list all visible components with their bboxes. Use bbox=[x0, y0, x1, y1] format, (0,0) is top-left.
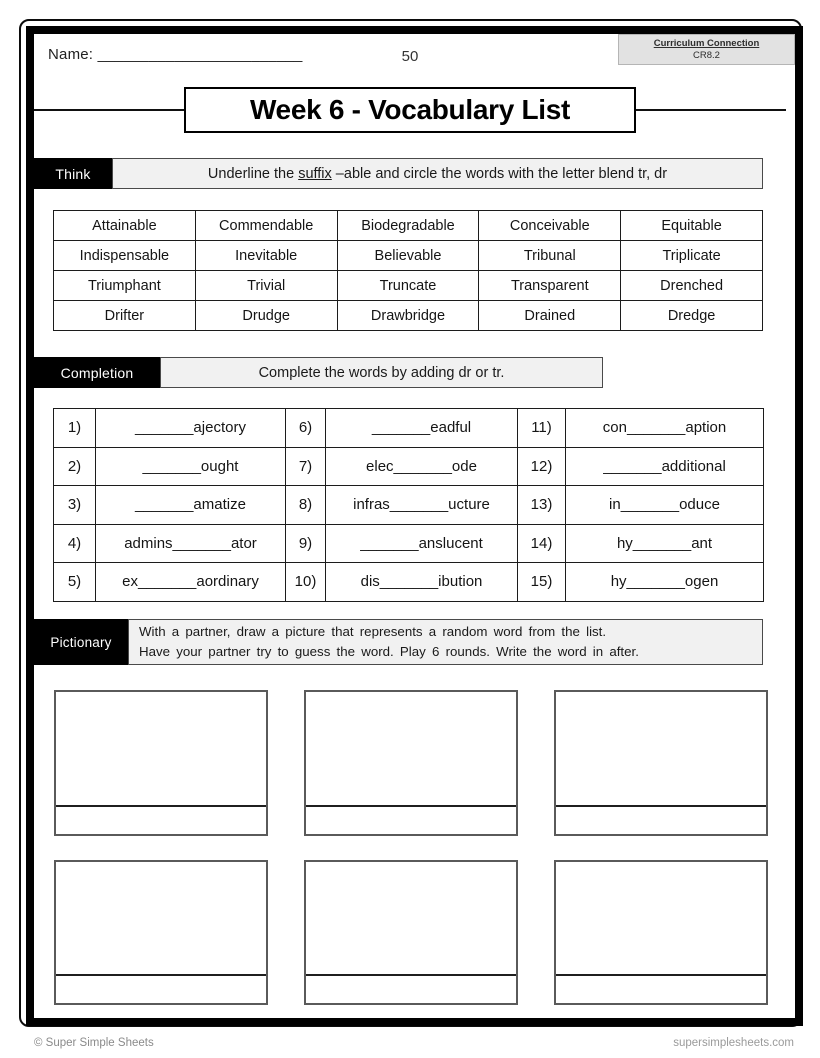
vocab-word: Indispensable bbox=[54, 241, 196, 271]
drawing-box bbox=[554, 860, 768, 1005]
footer-website: supersimplesheets.com bbox=[673, 1037, 794, 1049]
completion-item-number: 13) bbox=[518, 486, 566, 525]
name-blank-line: ________________________ bbox=[97, 46, 303, 63]
completion-item-word: admins_______ator bbox=[96, 524, 286, 563]
completion-item-word: infras_______ucture bbox=[326, 486, 518, 525]
vocab-row bbox=[54, 271, 763, 301]
drawing-box bbox=[54, 690, 268, 836]
footer-copyright: © Super Simple Sheets bbox=[34, 1037, 154, 1049]
word-answer-strip bbox=[56, 805, 266, 834]
drawing-box bbox=[54, 860, 268, 1005]
vocab-word: Believable bbox=[337, 241, 479, 271]
completion-item-number: 1) bbox=[54, 409, 96, 448]
score-value: 50 bbox=[401, 48, 419, 65]
think-instruction bbox=[112, 158, 763, 189]
completion-item-word: _______additional bbox=[566, 447, 764, 486]
curriculum-title: Curriculum Connection bbox=[653, 38, 760, 49]
vocab-row bbox=[54, 301, 763, 331]
vocab-word: Transparent bbox=[479, 271, 621, 301]
curriculum-code: CR8.2 bbox=[693, 50, 720, 61]
vocab-word: Drained bbox=[479, 301, 621, 331]
vocab-word: Conceivable bbox=[479, 211, 621, 241]
completion-item-number: 14) bbox=[518, 524, 566, 563]
vocab-word: Drifter bbox=[54, 301, 196, 331]
vocab-word: Triplicate bbox=[621, 241, 763, 271]
completion-item-word: _______ajectory bbox=[96, 409, 286, 448]
drawing-box bbox=[304, 690, 518, 836]
completion-item-number: 8) bbox=[286, 486, 326, 525]
drawing-box bbox=[304, 860, 518, 1005]
page-title: Week 6 - Vocabulary List bbox=[249, 94, 571, 125]
completion-item-number: 11) bbox=[518, 409, 566, 448]
vocab-word: Inevitable bbox=[195, 241, 337, 271]
vocab-word: Commendable bbox=[195, 211, 337, 241]
vocab-word: Equitable bbox=[621, 211, 763, 241]
completion-row bbox=[54, 447, 764, 486]
completion-section-label: Completion bbox=[34, 357, 160, 388]
completion-item-number: 4) bbox=[54, 524, 96, 563]
completion-item-number: 2) bbox=[54, 447, 96, 486]
drawing-box bbox=[554, 690, 768, 836]
completion-item-word: con_______aption bbox=[566, 409, 764, 448]
vocab-word: Dredge bbox=[621, 301, 763, 331]
drawing-box-row-2 bbox=[54, 860, 768, 1005]
vocab-word: Attainable bbox=[54, 211, 196, 241]
completion-row bbox=[54, 524, 764, 563]
completion-item-word: _______ought bbox=[96, 447, 286, 486]
name-label: Name: bbox=[48, 46, 94, 63]
completion-item-number: 9) bbox=[286, 524, 326, 563]
pictionary-instruction-line-1: With a partner, draw a picture that represents a random word from the list. bbox=[139, 624, 607, 639]
completion-item-word: in_______oduce bbox=[566, 486, 764, 525]
vocab-word: Drenched bbox=[621, 271, 763, 301]
completion-row bbox=[54, 563, 764, 602]
word-answer-strip bbox=[556, 974, 766, 1003]
completion-item-number: 10) bbox=[286, 563, 326, 602]
pictionary-instruction-line-2: Have your partner try to guess the word. Play 6 rounds. Write the word in after. bbox=[139, 644, 639, 659]
vocab-word: Truncate bbox=[337, 271, 479, 301]
completion-item-number: 15) bbox=[518, 563, 566, 602]
completion-item-number: 5) bbox=[54, 563, 96, 602]
vocab-word: Tribunal bbox=[479, 241, 621, 271]
completion-row bbox=[54, 486, 764, 525]
completion-item-word: ex_______aordinary bbox=[96, 563, 286, 602]
vocab-row bbox=[54, 241, 763, 271]
think-instruction-text: Underline the suffix –able and circle the words with the letter blend tr, dr bbox=[207, 165, 668, 182]
completion-row bbox=[54, 409, 764, 448]
word-answer-strip bbox=[306, 974, 516, 1003]
vocab-word: Drawbridge bbox=[337, 301, 479, 331]
completion-item-number: 7) bbox=[286, 447, 326, 486]
completion-item-word: _______eadful bbox=[326, 409, 518, 448]
vocab-word: Triumphant bbox=[54, 271, 196, 301]
vocab-word: Trivial bbox=[195, 271, 337, 301]
pictionary-section-label: Pictionary bbox=[34, 619, 128, 665]
word-answer-strip bbox=[556, 805, 766, 834]
completion-item-word: hy_______ant bbox=[566, 524, 764, 563]
vocabulary-table bbox=[53, 210, 763, 331]
completion-table bbox=[53, 408, 764, 602]
pictionary-instruction bbox=[128, 619, 763, 665]
underlined-word: suffix bbox=[298, 165, 332, 182]
vocab-row bbox=[54, 211, 763, 241]
completion-item-word: _______amatize bbox=[96, 486, 286, 525]
word-answer-strip bbox=[306, 805, 516, 834]
completion-item-word: elec_______ode bbox=[326, 447, 518, 486]
vocab-word: Biodegradable bbox=[337, 211, 479, 241]
completion-item-word: hy_______ogen bbox=[566, 563, 764, 602]
completion-item-word: _______anslucent bbox=[326, 524, 518, 563]
completion-item-number: 3) bbox=[54, 486, 96, 525]
think-section-label: Think bbox=[34, 158, 112, 189]
completion-instruction: Complete the words by adding dr or tr. bbox=[160, 357, 603, 388]
completion-item-word: dis_______ibution bbox=[326, 563, 518, 602]
word-answer-strip bbox=[56, 974, 266, 1003]
page-title-box bbox=[184, 87, 636, 133]
vocab-word: Drudge bbox=[195, 301, 337, 331]
completion-item-number: 12) bbox=[518, 447, 566, 486]
completion-item-number: 6) bbox=[286, 409, 326, 448]
curriculum-badge bbox=[618, 34, 795, 65]
drawing-box-row-1 bbox=[54, 690, 768, 836]
